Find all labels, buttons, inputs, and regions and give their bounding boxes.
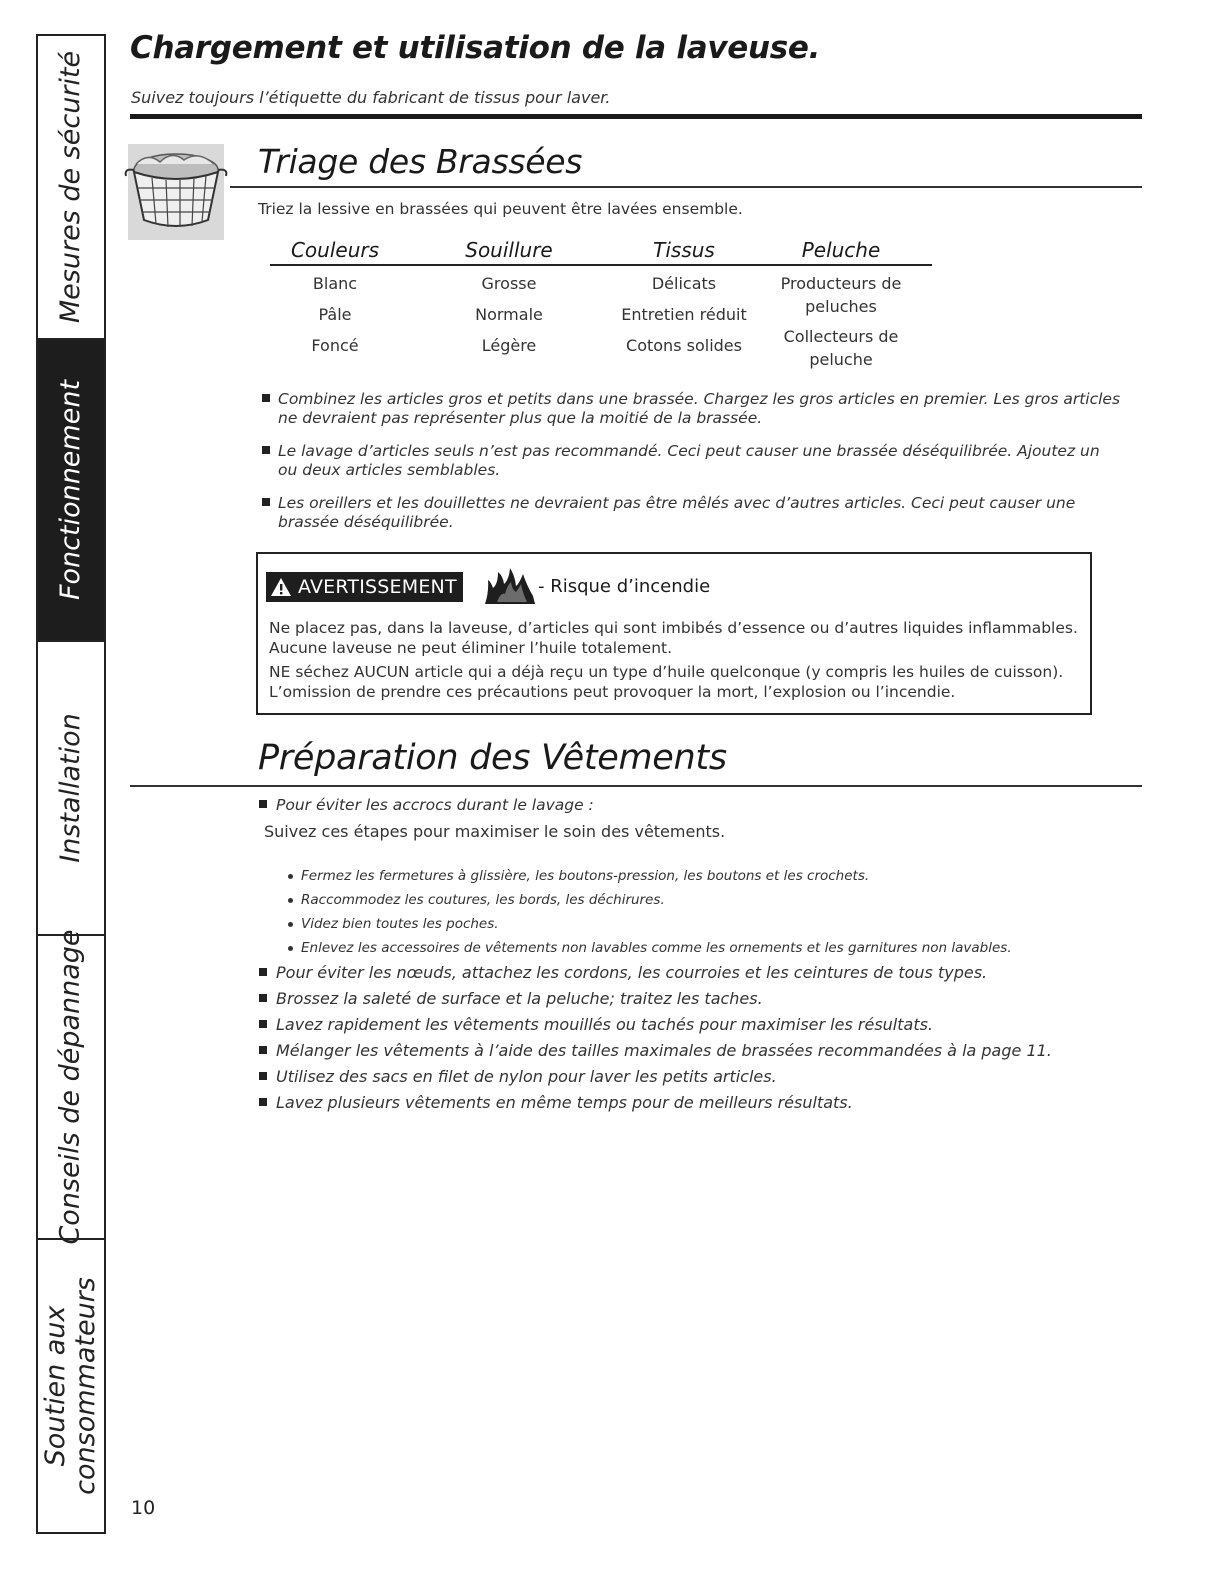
side-tab-label-line1: Soutien aux bbox=[40, 1305, 71, 1467]
table-cell: Foncé bbox=[311, 336, 359, 355]
warning-badge bbox=[266, 572, 463, 602]
side-tab-navigation bbox=[36, 34, 106, 1534]
column-peluche bbox=[750, 238, 932, 378]
section-divider bbox=[230, 186, 1142, 188]
warning-label: AVERTISSEMENT bbox=[298, 576, 457, 598]
table-cell: Producteurs de peluches bbox=[780, 274, 902, 316]
warning-paragraph: Ne placez pas, dans la laveuse, d’articles qui sont imbibés d’essence ou d’autres liquides inflammables. Aucune laveuse ne peut éliminer l’huile totalement. bbox=[269, 619, 1078, 657]
side-tab-mesures-de-securite[interactable] bbox=[38, 36, 104, 340]
column-couleurs bbox=[270, 238, 400, 378]
side-tab-conseils-de-depannage[interactable] bbox=[38, 929, 104, 1245]
section-title-preparation: Préparation des Vêtements bbox=[258, 738, 727, 778]
side-tab-label: Mesures de sécurité bbox=[55, 50, 86, 324]
table-cell: Pâle bbox=[318, 305, 352, 324]
list-item: Lavez plusieurs vêtements en même temps pour de meilleurs résultats. bbox=[259, 1093, 1139, 1119]
preparation-steps-intro: Suivez ces étapes pour maximiser le soin des vêtements. bbox=[264, 822, 726, 841]
table-cell: Cotons solides bbox=[626, 336, 742, 355]
column-header: Tissus bbox=[618, 238, 750, 266]
preparation-sub-list bbox=[288, 866, 1108, 962]
warning-body bbox=[269, 618, 1085, 706]
table-cell: Grosse bbox=[481, 274, 537, 293]
table-cell: Normale bbox=[475, 305, 543, 324]
warning-risk-title: - Risque d’incendie bbox=[538, 576, 711, 597]
list-item: Les oreillers et les douillettes ne devraient pas être mêlés avec d’autres articles. Ceci peut causer une brassée déséquilibrée. bbox=[262, 494, 1122, 532]
side-tab-label: Fonctionnement bbox=[55, 379, 86, 601]
table-cell: Délicats bbox=[651, 274, 717, 293]
list-item: Le lavage d’articles seuls n’est pas recommandé. Ceci peut causer une brassée déséquilibrée. Ajoutez un ou deux articles semblables. bbox=[262, 442, 1122, 480]
triage-bullet-list bbox=[262, 390, 1122, 532]
sorting-table bbox=[270, 238, 932, 378]
column-souillure bbox=[400, 238, 618, 378]
sub-list-item: Enlevez les accessoires de vêtements non lavables comme les ornements et les garnitures non lavables. bbox=[288, 938, 1108, 962]
side-tab-fonctionnement[interactable] bbox=[38, 340, 104, 642]
triage-intro: Triez la lessive en brassées qui peuvent être lavées ensemble. bbox=[258, 200, 743, 218]
table-cell: Légère bbox=[481, 336, 537, 355]
column-header: Peluche bbox=[750, 238, 932, 266]
column-header: Souillure bbox=[400, 238, 618, 266]
side-tab-installation[interactable] bbox=[38, 642, 104, 936]
warning-paragraph: NE séchez AUCUN article qui a déjà reçu un type d’huile quelconque (y compris les huiles de cuisson). L’omission de prendre ces précautions peut provoquer la mort, l’explosion ou l’incendie. bbox=[269, 663, 1064, 701]
table-cell: Blanc bbox=[312, 274, 358, 293]
page-subtitle: Suivez toujours l’étiquette du fabricant de tissus pour laver. bbox=[131, 88, 611, 107]
list-item: Mélanger les vêtements à l’aide des tailles maximales de brassées recommandées à la page 11. bbox=[259, 1041, 1139, 1067]
column-header: Couleurs bbox=[270, 238, 400, 266]
side-tab-label bbox=[41, 1277, 101, 1495]
column-tissus bbox=[618, 238, 750, 378]
page-number: 10 bbox=[131, 1497, 156, 1519]
header-divider bbox=[130, 114, 1142, 119]
side-tab-soutien-aux-consommateurs[interactable] bbox=[38, 1240, 104, 1532]
side-tab-label-line2: consommateurs bbox=[70, 1277, 101, 1495]
laundry-basket-icon bbox=[122, 142, 230, 242]
page-title: Chargement et utilisation de la laveuse. bbox=[130, 30, 821, 66]
list-item: Pour éviter les accrocs durant le lavage : bbox=[259, 796, 1119, 815]
sub-list-item: Raccommodez les coutures, les bords, les déchirures. bbox=[288, 890, 1108, 914]
fire-icon bbox=[483, 566, 537, 606]
list-item: Combinez les articles gros et petits dans une brassée. Chargez les gros articles en premier. Les gros articles ne devraient pas représenter plus que la moitié de la brassée. bbox=[262, 390, 1122, 428]
side-tab-label: Installation bbox=[55, 713, 87, 863]
preparation-lead bbox=[259, 796, 1119, 815]
table-cell: Collecteurs de peluche bbox=[783, 327, 899, 369]
list-item: Brossez la saleté de surface et la peluche; traitez les taches. bbox=[259, 989, 1139, 1015]
warning-triangle-icon bbox=[270, 577, 292, 597]
table-cell: Entretien réduit bbox=[621, 305, 747, 324]
preparation-bullet-list bbox=[259, 963, 1139, 1119]
fire-warning-box bbox=[256, 552, 1092, 715]
section-title-triage: Triage des Brassées bbox=[258, 142, 583, 181]
list-item: Pour éviter les nœuds, attachez les cordons, les courroies et les ceintures de tous types. bbox=[259, 963, 1139, 989]
list-item: Lavez rapidement les vêtements mouillés ou tachés pour maximiser les résultats. bbox=[259, 1015, 1139, 1041]
section-divider bbox=[130, 785, 1142, 787]
sub-list-item: Videz bien toutes les poches. bbox=[288, 914, 1108, 938]
side-tab-label: Conseils de dépannage bbox=[55, 929, 87, 1245]
list-item: Utilisez des sacs en filet de nylon pour laver les petits articles. bbox=[259, 1067, 1139, 1093]
sub-list-item: Fermez les fermetures à glissière, les boutons-pression, les boutons et les crochets. bbox=[288, 866, 1108, 890]
